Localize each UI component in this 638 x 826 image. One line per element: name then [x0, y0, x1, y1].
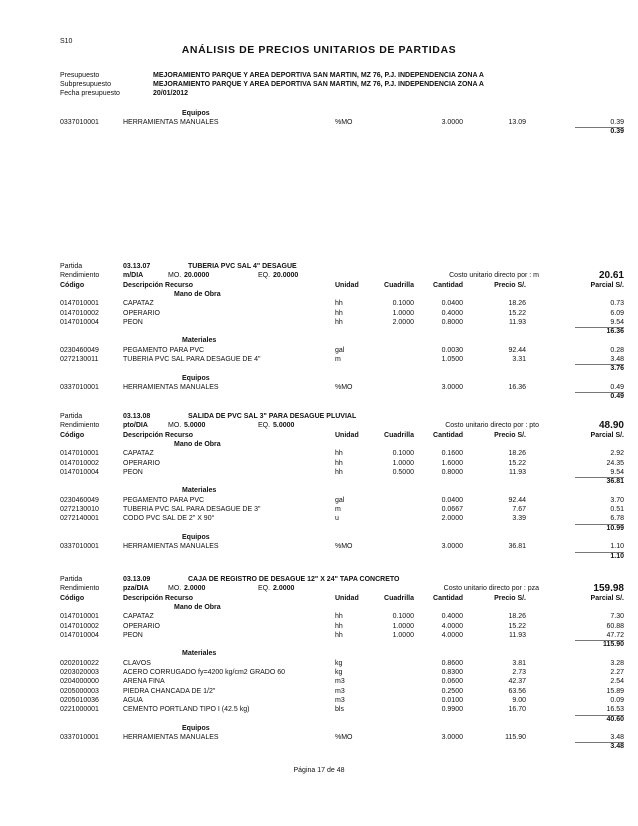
row-code: 0202010022 — [60, 659, 99, 667]
row-precio: 11.93 — [509, 318, 526, 326]
subtotal-value: 0.39 — [610, 128, 624, 135]
row-cant: 0.8300 — [441, 669, 463, 676]
eq-label: EQ. — [258, 272, 271, 280]
costo-value: 159.98 — [593, 583, 624, 595]
col-parcial: Parcial S/. — [590, 431, 624, 439]
row-cuadrilla: 0.1000 — [392, 450, 414, 458]
row-code: 0147010004 — [60, 468, 99, 476]
row-code: 0272130010 — [60, 506, 99, 513]
subtotal-value: 3.76 — [610, 365, 624, 373]
row-precio: 13.09 — [508, 119, 526, 126]
row-code: 0147010001 — [60, 450, 99, 458]
row-unit: m — [335, 506, 341, 513]
col-precio: Precio S/. — [494, 281, 526, 289]
col-cuadrilla: Cuadrilla — [384, 431, 414, 439]
row-parcial: 2.27 — [610, 669, 624, 676]
row-parcial: 2.92 — [610, 450, 624, 458]
group-materiales: Materiales — [182, 487, 217, 495]
row-parcial: 9.54 — [610, 468, 624, 476]
mo-label: MO. — [168, 422, 182, 430]
row-cuadrilla: 1.0000 — [392, 622, 414, 630]
row-cant: 1.0500 — [441, 356, 463, 363]
row-parcial: 0.51 — [610, 506, 624, 513]
row-unit: gal — [335, 496, 345, 504]
subtotal-row — [0, 553, 638, 567]
row-parcial: 24.35 — [606, 459, 624, 467]
col-unidad: Unidad — [335, 594, 359, 602]
row-desc: TUBERIA PVC SAL PARA DESAGUE DE 4" — [123, 356, 261, 363]
row-unit: %MO — [335, 383, 353, 391]
row-cant: 0.0667 — [441, 506, 463, 513]
row-cant: 3.0000 — [441, 543, 463, 551]
col-descripcion: Descripción Recurso — [123, 594, 194, 602]
page-title: ANÁLISIS DE PRECIOS UNITARIOS DE PARTIDAS — [181, 44, 457, 56]
row-code: 0147010004 — [60, 631, 99, 639]
row-cuadrilla: 1.0000 — [392, 631, 414, 639]
costo-label: Costo unitario directo por : m — [449, 272, 539, 280]
subtotal-value: 1.10 — [610, 552, 624, 560]
col-precio: Precio S/. — [494, 431, 526, 439]
row-desc: AGUA — [123, 696, 143, 704]
group-mano-obra: Mano de Obra — [174, 603, 221, 611]
row-unit: hh — [335, 459, 343, 467]
partida-label: Partida — [60, 576, 83, 583]
row-precio: 2.73 — [512, 669, 526, 676]
col-codigo: Código — [60, 281, 85, 289]
col-codigo: Código — [60, 431, 85, 439]
row-desc: OPERARIO — [123, 622, 160, 630]
row-parcial: 2.54 — [610, 678, 624, 686]
row-parcial: 0.09 — [610, 696, 624, 704]
row-parcial: 7.30 — [610, 613, 624, 621]
row-cuadrilla: 1.0000 — [392, 309, 414, 317]
row-precio: 115.90 — [505, 734, 526, 742]
col-cantidad: Cantidad — [433, 594, 463, 602]
row-desc: HERRAMIENTAS MANUALES — [123, 119, 219, 126]
row-cant: 0.0600 — [441, 678, 463, 686]
row-cuadrilla: 0.1000 — [392, 300, 414, 308]
row-desc: HERRAMIENTAS MANUALES — [123, 383, 219, 391]
row-desc: PIEDRA CHANCADA DE 1/2" — [123, 687, 216, 695]
partida-name: CAJA DE REGISTRO DE DESAGUE 12" X 24" TAPA CONCRETO — [188, 576, 400, 583]
row-code: 0204000000 — [60, 678, 99, 686]
row-precio: 92.44 — [508, 496, 526, 504]
row-code: 0230460049 — [60, 346, 99, 354]
partida-number: 03.13.09 — [123, 576, 151, 583]
row-parcial: 3.28 — [610, 659, 624, 667]
row-unit: kg — [335, 659, 343, 667]
row-precio: 36.81 — [508, 543, 526, 551]
subtotal-value: 16.36 — [606, 328, 624, 336]
row-code: 0203020003 — [60, 669, 99, 676]
subpresupuesto-value: MEJORAMIENTO PARQUE Y AREA DEPORTIVA SAN MARTIN, MZ 76, P.J. INDEPENDENCIA ZONA A — [153, 81, 484, 88]
row-precio: 18.26 — [508, 300, 526, 308]
row-cant: 2.0000 — [441, 515, 463, 523]
row-parcial: 6.78 — [610, 515, 624, 523]
subtotal-value: 0.49 — [610, 393, 624, 401]
row-desc: HERRAMIENTAS MANUALES — [123, 734, 219, 742]
row-code: 0272140001 — [60, 515, 99, 523]
group-equipos: Equipos — [182, 374, 210, 382]
row-desc: OPERARIO — [123, 309, 160, 317]
mo-value: 5.0000 — [184, 422, 206, 430]
row-desc: CAPATAZ — [123, 300, 154, 308]
row-code: 0147010001 — [60, 613, 99, 621]
subpresupuesto-label: Subpresupuesto — [60, 81, 111, 88]
mo-label: MO. — [168, 272, 182, 280]
row-precio: 15.22 — [508, 459, 526, 467]
row-parcial: 0.39 — [610, 119, 624, 126]
partida-label: Partida — [60, 413, 83, 420]
row-cant: 0.0400 — [441, 496, 463, 504]
row-code: 0147010001 — [60, 300, 99, 308]
row-precio: 63.56 — [508, 687, 526, 695]
row-unit: hh — [335, 300, 343, 308]
row-precio: 18.26 — [508, 450, 526, 458]
row-precio: 16.70 — [508, 706, 526, 714]
col-cantidad: Cantidad — [433, 431, 463, 439]
partida-name: TUBERIA PVC SAL 4" DESAGUE — [188, 263, 297, 270]
row-cant: 1.6000 — [441, 459, 463, 467]
subtotal-row — [0, 128, 638, 142]
row-code: 0221000001 — [60, 706, 99, 714]
row-code: 0147010002 — [60, 309, 99, 317]
row-desc: HERRAMIENTAS MANUALES — [123, 543, 219, 551]
row-precio: 15.22 — [508, 309, 526, 317]
eq-label: EQ. — [258, 422, 271, 430]
row-precio: 9.00 — [512, 696, 526, 704]
row-unit: hh — [335, 309, 343, 317]
row-cuadrilla: 1.0000 — [392, 459, 414, 467]
costo-label: Costo unitario directo por : pza — [443, 585, 539, 593]
row-code: 0337010001 — [60, 734, 99, 742]
row-cant: 0.2500 — [441, 687, 463, 695]
row-cant: 0.8000 — [441, 318, 463, 326]
row-desc: PEON — [123, 468, 143, 476]
row-precio: 11.93 — [509, 468, 526, 476]
row-unit: hh — [335, 631, 343, 639]
mo-label: MO. — [168, 585, 182, 593]
row-cant: 0.0030 — [441, 346, 463, 354]
row-parcial: 6.09 — [610, 309, 624, 317]
row-precio: 18.26 — [508, 613, 526, 621]
presupuesto-value: MEJORAMIENTO PARQUE Y AREA DEPORTIVA SAN MARTIN, MZ 76, P.J. INDEPENDENCIA ZONA A — [153, 72, 484, 79]
row-code: 0147010002 — [60, 459, 99, 467]
fecha-label: Fecha presupuesto — [60, 90, 120, 97]
row-unit: m3 — [335, 687, 345, 695]
row-precio: 3.39 — [512, 515, 526, 523]
col-descripcion: Descripción Recurso — [123, 281, 194, 289]
row-parcial: 16.53 — [606, 706, 624, 714]
costo-value: 48.90 — [598, 420, 624, 432]
row-unit: hh — [335, 318, 343, 326]
group-label: Equipos — [182, 110, 210, 117]
row-precio: 3.81 — [512, 659, 526, 667]
row-unit: %MO — [335, 119, 353, 126]
col-cuadrilla: Cuadrilla — [384, 281, 414, 289]
row-parcial: 15.89 — [606, 687, 624, 695]
row-parcial: 60.88 — [606, 622, 624, 630]
row-desc: PEON — [123, 631, 143, 639]
row-unit: hh — [335, 613, 343, 621]
mo-value: 20.0000 — [184, 272, 210, 280]
row-parcial: 9.54 — [610, 318, 624, 326]
row-unit: bls — [335, 706, 344, 714]
subtotal-value: 3.48 — [610, 743, 624, 751]
row-unit: m3 — [335, 696, 345, 704]
row-unit: u — [335, 515, 339, 523]
row-cant: 4.0000 — [441, 631, 463, 639]
row-precio: 42.37 — [508, 678, 526, 686]
mo-value: 2.0000 — [184, 585, 206, 593]
subtotal-value: 10.99 — [606, 524, 624, 532]
row-parcial: 0.28 — [610, 346, 624, 354]
row-cant: 0.1600 — [441, 450, 463, 458]
group-mano-obra: Mano de Obra — [174, 440, 221, 448]
partida-number: 03.13.07 — [123, 263, 151, 270]
row-cuadrilla: 0.1000 — [392, 613, 414, 621]
row-cant: 0.0400 — [441, 300, 463, 308]
row-precio: 7.67 — [512, 506, 526, 513]
eq-value: 20.0000 — [273, 272, 299, 280]
row-desc: PEON — [123, 318, 143, 326]
subtotal-value: 115.90 — [602, 641, 624, 649]
row-unit: %MO — [335, 543, 353, 551]
row-cuadrilla: 2.0000 — [392, 318, 414, 326]
subtotal-value: 36.81 — [606, 478, 624, 486]
eq-value: 2.0000 — [273, 585, 295, 593]
row-desc: CEMENTO PORTLAND TIPO I (42.5 kg) — [123, 706, 250, 714]
page-number: Página 17 de 48 — [293, 767, 345, 774]
row-precio: 15.22 — [508, 622, 526, 630]
group-mano-obra: Mano de Obra — [174, 290, 221, 298]
row-unit: hh — [335, 468, 343, 476]
presupuesto-label: Presupuesto — [60, 72, 100, 79]
col-descripcion: Descripción Recurso — [123, 431, 194, 439]
row-precio: 92.44 — [508, 346, 526, 354]
group-materiales: Materiales — [182, 337, 217, 345]
eq-value: 5.0000 — [273, 422, 295, 430]
row-cant: 3.0000 — [441, 383, 463, 391]
row-code: 0205010036 — [60, 696, 99, 704]
row-desc: CAPATAZ — [123, 450, 154, 458]
subtotal-row — [0, 743, 638, 757]
col-parcial: Parcial S/. — [590, 281, 624, 289]
col-codigo: Código — [60, 594, 85, 602]
row-code: 0147010004 — [60, 318, 99, 326]
row-parcial: 3.48 — [610, 356, 624, 363]
row-cant: 3.0000 — [441, 119, 463, 126]
rendimiento-unit: pza/DIA — [123, 585, 149, 593]
group-materiales: Materiales — [182, 650, 217, 658]
row-desc: ARENA FINA — [123, 678, 165, 686]
subtotal-row — [0, 393, 638, 407]
row-parcial: 1.10 — [610, 543, 624, 551]
row-desc: OPERARIO — [123, 459, 160, 467]
row-precio: 16.36 — [508, 383, 526, 391]
row-precio: 11.93 — [509, 631, 526, 639]
partida-name: SALIDA DE PVC SAL 3" PARA DESAGUE PLUVIAL — [188, 413, 357, 420]
row-code: 0337010001 — [60, 543, 99, 551]
row-unit: gal — [335, 346, 345, 354]
row-cant: 0.4000 — [441, 309, 463, 317]
col-unidad: Unidad — [335, 281, 359, 289]
row-desc: ACERO CORRUGADO fy=4200 kg/cm2 GRADO 60 — [123, 669, 286, 676]
doc-code: S10 — [60, 38, 73, 45]
row-desc: CLAVOS — [123, 659, 151, 667]
costo-label: Costo unitario directo por : pto — [445, 422, 539, 430]
row-code: 0337010001 — [60, 119, 99, 126]
col-unidad: Unidad — [335, 431, 359, 439]
row-code: 0147010002 — [60, 622, 99, 630]
row-parcial: 3.70 — [610, 496, 624, 504]
rendimiento-label: Rendimiento — [60, 585, 100, 593]
row-code: 0205000003 — [60, 687, 99, 695]
costo-value: 20.61 — [598, 270, 624, 282]
row-parcial: 47.72 — [606, 631, 624, 639]
row-code: 0230460049 — [60, 496, 99, 504]
row-unit: hh — [335, 622, 343, 630]
row-unit: m — [335, 356, 341, 363]
row-cant: 4.0000 — [441, 622, 463, 630]
row-desc: PEGAMENTO PARA PVC — [123, 496, 205, 504]
rendimiento-label: Rendimiento — [60, 272, 100, 280]
rendimiento-unit: m/DIA — [123, 272, 144, 280]
row-cant: 0.4000 — [441, 613, 463, 621]
row-unit: hh — [335, 450, 343, 458]
row-parcial: 0.49 — [610, 383, 624, 391]
group-equipos: Equipos — [182, 724, 210, 732]
group-equipos: Equipos — [182, 533, 210, 541]
fecha-value: 20/01/2012 — [153, 90, 189, 97]
row-desc: CODO PVC SAL DE 2" X 90° — [123, 515, 215, 523]
row-unit: m3 — [335, 678, 345, 686]
col-cantidad: Cantidad — [433, 281, 463, 289]
partida-number: 03.13.08 — [123, 413, 151, 420]
row-cant: 0.8000 — [441, 468, 463, 476]
eq-label: EQ. — [258, 585, 271, 593]
col-cuadrilla: Cuadrilla — [384, 594, 414, 602]
row-code: 0272130011 — [60, 356, 99, 363]
row-unit: kg — [335, 669, 343, 676]
row-cant: 3.0000 — [441, 734, 463, 742]
row-desc: PEGAMENTO PARA PVC — [123, 346, 205, 354]
row-desc: CAPATAZ — [123, 613, 154, 621]
row-parcial: 3.48 — [610, 734, 624, 742]
row-precio: 3.31 — [512, 356, 526, 363]
row-cant: 0.0100 — [441, 696, 463, 704]
rendimiento-label: Rendimiento — [60, 422, 100, 430]
row-cant: 0.8600 — [441, 659, 463, 667]
row-parcial: 0.73 — [610, 300, 624, 308]
partida-label: Partida — [60, 263, 83, 270]
rendimiento-unit: pto/DIA — [123, 422, 148, 430]
col-precio: Precio S/. — [494, 594, 526, 602]
row-desc: TUBERIA PVC SAL PARA DESAGUE DE 3" — [123, 506, 261, 513]
row-code: 0337010001 — [60, 383, 99, 391]
subtotal-value: 40.60 — [606, 715, 624, 723]
row-unit: %MO — [335, 734, 353, 742]
row-cuadrilla: 0.5000 — [392, 468, 414, 476]
row-cant: 0.9900 — [441, 706, 463, 714]
col-parcial: Parcial S/. — [590, 594, 624, 602]
